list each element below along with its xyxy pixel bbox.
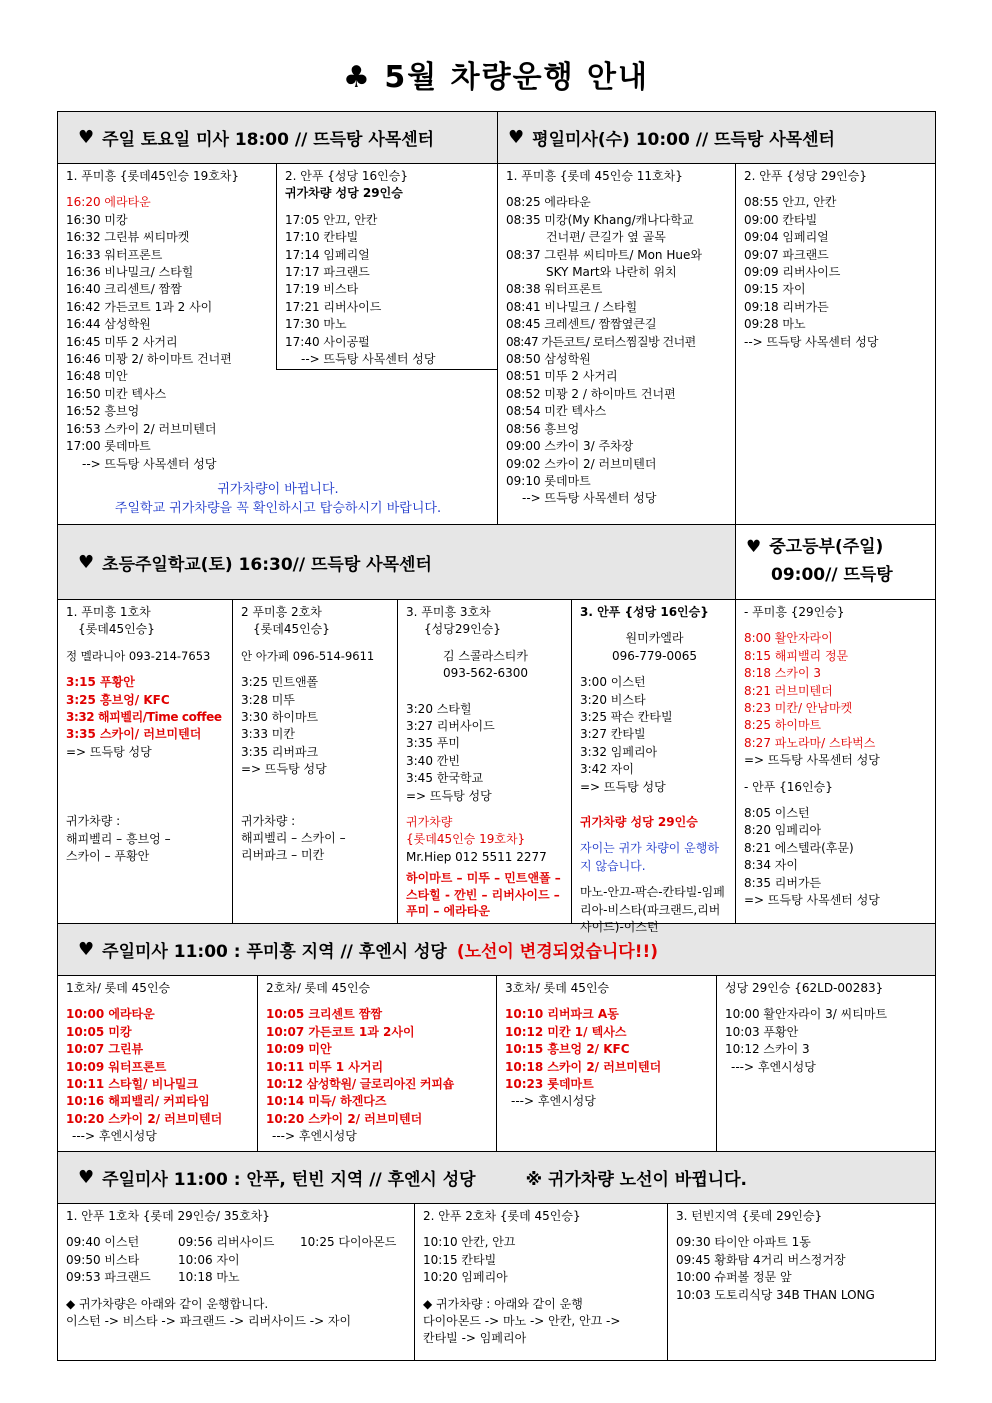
return-vehicle: 귀가차량 성당 29인승 [580, 815, 698, 830]
stop-item: 09:00 칸타빌 [744, 212, 818, 227]
stop-item: 08:45 크레센트/ 짬짬옆큰길 [506, 317, 657, 332]
route-subtitle: {롯데45인승} [78, 622, 155, 637]
page-title: ♣ 5월 차량운행 안내 [343, 60, 649, 95]
destination: => 뜨득탕 성당 [66, 744, 152, 759]
section-header: ♥ 초등주일학교(토) 16:30// 뜨득탕 사목센터 [58, 525, 736, 599]
stop-item: 10:07 가든코트 1과 2사이 [266, 1024, 415, 1039]
stop-item: 8:35 리버가든 [744, 875, 822, 890]
stop-item: 08:35 미캉(My Khang/캐나다학교 [506, 212, 694, 227]
route-block [58, 976, 258, 1151]
stop-item: 09:04 임페리얼 [744, 230, 829, 245]
stop-item: 8:18 스카이 3 [744, 666, 821, 681]
stop-item: 8:15 해피밸리 정문 [744, 648, 849, 663]
stop-item: 3:42 자이 [580, 762, 634, 777]
stop-item: 10:18 마노 [178, 1270, 240, 1285]
route-title: 3. 턴빈지역 {롯데 29인승} [676, 1209, 823, 1223]
stop-item: 08:37 그린뷰 씨티마트/ Mon Hue와 [506, 247, 702, 262]
stop-item: 10:00 에라타운 [66, 1007, 155, 1022]
stop-item: 09:18 리버가든 [744, 299, 829, 314]
stop-item: 10:00 활안자라이 3/ 씨티마트 [725, 1007, 888, 1022]
route-block [398, 600, 572, 923]
stop-item: 09:30 타이안 아파트 1동 [676, 1235, 811, 1250]
stop-item: 3:32 해피벨리/Time coffee [66, 710, 222, 725]
return-title: 귀가차량 : [241, 813, 296, 828]
stop-item: 10:20 스카이 2/ 러브미텐더 [66, 1111, 223, 1126]
stop-item: 10:12 삼성학원/ 글로리아진 커피숍 [266, 1077, 454, 1092]
stop-item: 10:09 워터프론트 [66, 1059, 167, 1074]
stop-item: 10:00 슈퍼볼 정문 앞 [676, 1270, 792, 1285]
stop-item: 10:05 미캉 [66, 1024, 132, 1039]
destination: ---> 후엔시성당 [511, 1094, 596, 1109]
stop-item: 16:32 그린뷰 씨티마켓 [66, 230, 190, 245]
section-header: ♥ 주일미사 11:00 : 안푸, 턴빈 지역 // 후엔시 성당 ※ 귀가차량 노선이 바뀝니다. [58, 1152, 935, 1204]
stop-item: 08:55 안끄, 안칸 [744, 195, 837, 210]
stop-item: 3:27 리버사이드 [406, 719, 495, 734]
contact: 093-562-6300 [442, 666, 528, 681]
return-route: 하이마트 – 미뚜 – 민트앤폴 –스타힐 - 깐빈 – 리버사이드 – 푸미 – 에라타운 [406, 871, 561, 919]
return-route: 스카이 – 푸황안 [66, 849, 150, 864]
destination: => 뜨득탕 성당 [580, 779, 666, 794]
heart-icon: ♥ [78, 1167, 95, 1188]
section-header: ♥ 주일 토요일 미사 18:00 // 뜨득탕 사목센터 [58, 112, 498, 163]
stop-item: 10:20 스카이 2/ 러브미텐더 [266, 1111, 423, 1126]
destination: => 뜨득탕 사목센터 성당 [744, 753, 880, 768]
destination: ---> 후엔시성당 [72, 1129, 157, 1144]
route-title: 2호차/ 롯데 45인승 [266, 981, 371, 995]
stop-item: 16:44 삼성학원 [66, 317, 151, 332]
stop-item: 3:45 한국학교 [406, 771, 484, 786]
route-title: - 안푸 {16인승} [744, 779, 833, 794]
stop-item: 3:25 흥브엉/ KFC [66, 692, 170, 707]
stop-item: 10:18 스카이 2/ 러브미텐더 [505, 1059, 662, 1074]
stop-item: 17:00 롯데마트 [66, 439, 151, 454]
stop-item: 17:30 마노 [285, 317, 347, 332]
heart-icon: ♥ [78, 127, 95, 148]
stop-item: 16:36 비나밀크/ 스타힐 [66, 265, 194, 280]
stop-item: 09:15 자이 [744, 282, 806, 297]
stop-item: 3:27 칸타빌 [580, 727, 646, 742]
stop-item: 3:35 스카이/ 러브미텐더 [66, 727, 202, 742]
stop-item: 16:40 크리센트/ 짬짬 [66, 282, 182, 297]
stop-item: 09:53 파크랜드 [66, 1270, 151, 1285]
stop-item: SKY Mart와 나란히 위치 [546, 265, 677, 280]
stop-item: 17:21 리버사이드 [285, 299, 382, 314]
stop-item: 16:33 워터프론트 [66, 247, 163, 262]
stop-item: 09:02 스카이 2/ 러브미텐더 [506, 456, 657, 471]
heart-icon: ♥ [78, 939, 95, 960]
stop-item: 3:30 하이마트 [241, 710, 319, 725]
route-title: 3. 안푸 {성당 16인승} [580, 605, 709, 619]
stop-item: 10:12 스카이 3 [725, 1042, 810, 1057]
stop-item: 8:25 하이마트 [744, 718, 822, 733]
route-title: 1. 푸미흥 {롯데 45인승 11호차} [506, 169, 683, 183]
stop-item: 10:10 리버파크 A동 [505, 1007, 619, 1022]
destination: --> 뜨득탕 사목센터 성당 [744, 334, 879, 349]
stop-item: 8:21 에스텔라(후문) [744, 840, 854, 855]
return-vehicle: {롯데45인승 19호차} [406, 832, 526, 847]
section-header: ♥ 주일미사 11:00 : 푸미흥 지역 // 후엔시 성당 (노선이 변경되었습니다!!) [58, 924, 935, 976]
route-block [58, 600, 233, 923]
return-title: 귀가차량 : [66, 814, 121, 829]
route-title: 2. 안푸 {성당 29인승} [744, 169, 867, 183]
destination: => 뜨득탕 성당 [241, 762, 327, 777]
section-weekend-mass [58, 112, 935, 525]
stop-item: 8:34 자이 [744, 858, 798, 873]
return-title: ◆ 귀가차량 : 아래와 같이 운행 [423, 1296, 583, 1311]
stop-item: 3:25 팍슨 칸타빌 [580, 710, 673, 725]
route-title: 2 푸미흥 2호차 [241, 605, 322, 619]
stop-item: 8:21 러브미텐더 [744, 683, 833, 698]
stop-item: 09:56 리버사이드 [178, 1235, 275, 1250]
stop-item: 16:50 미칸 텍사스 [66, 386, 167, 401]
route-block [258, 976, 497, 1151]
route-title: 1. 안푸 1호차 {롯데 29인승/ 35호차} [66, 1209, 270, 1223]
sunday-mass-phumyhung-routes [58, 976, 935, 1152]
notice-text: 주일학교 귀가차량을 꼭 확인하시고 탑승하시기 바랍니다. [114, 501, 442, 516]
stop-item: 16:46 미꽝 2/ 하이마트 건너편 [66, 352, 232, 367]
route-title: - 푸미흥 {29인승} [744, 605, 845, 619]
route-block [415, 1204, 668, 1360]
route-title: 3호차/ 롯데 45인승 [505, 981, 610, 995]
route-block [497, 976, 717, 1151]
route-block [736, 164, 935, 524]
stop-item: 17:10 칸타빌 [285, 230, 359, 245]
stop-item: 08:54 미칸 텍사스 [506, 404, 607, 419]
stop-item: 08:52 미꽝 2 / 하이마트 건너편 [506, 386, 676, 401]
stop-item: 17:19 비스타 [285, 282, 359, 297]
stop-item: 08:25 에라타운 [506, 195, 591, 210]
stop-item: 08:38 워터프론트 [506, 282, 603, 297]
stop-item: 16:48 미안 [66, 369, 128, 384]
contact: 원미카엘라 [625, 631, 684, 646]
stop-item: 10:25 다이아몬드 [300, 1235, 397, 1250]
route-title: 1. 푸미흥 1호차 [66, 605, 151, 619]
stop-item: 10:09 미안 [266, 1042, 332, 1057]
stop-item: 10:15 칸타빌 [423, 1252, 497, 1267]
return-route: 칸타빌 -> 임페리아 [423, 1331, 527, 1346]
route-block [58, 164, 498, 524]
route-block [233, 600, 398, 923]
stop-item: 3:28 미뚜 [241, 692, 295, 707]
route-title: 2. 안푸 2호차 {롯데 45인승} [423, 1209, 581, 1223]
stop-item: 3:35 리버파크 [241, 744, 319, 759]
destination: --> 뜨득탕 사목센터 성당 [301, 352, 436, 367]
notice-text: 귀가차량이 바뀝니다. [217, 482, 339, 497]
return-title: ◆ 귀가차량은 아래와 같이 운행합니다. [66, 1296, 269, 1311]
return-route: 해피벨리 – 흥브엉 – [66, 831, 171, 846]
sunday-mass-anphu-routes [58, 1204, 935, 1360]
stop-item: 08:56 흥브엉 [506, 421, 580, 436]
stop-item: 09:07 파크랜드 [744, 247, 829, 262]
stop-item: 건너편/ 큰길가 옆 골목 [546, 230, 666, 245]
return-vehicle: 귀가차량 성당 29인승 [285, 186, 403, 201]
stop-item: 10:14 미득/ 하겐다즈 [266, 1094, 387, 1109]
route-block [58, 1204, 415, 1360]
route-title: 성당 29인승 {62LD-00283} [725, 981, 884, 995]
heart-icon: ♥ [746, 537, 762, 557]
stop-item: 10:23 롯데마트 [505, 1077, 594, 1092]
stop-item: 8:00 활안자라이 [744, 631, 833, 646]
stop-item: 09:00 스카이 3/ 주차장 [506, 439, 634, 454]
stop-item: 10:07 그린뷰 [66, 1042, 144, 1057]
stop-item: 08:51 미뚜 2 사거리 [506, 369, 618, 384]
return-change-notice: ※ 귀가차량 노선이 바뀝니다. [525, 1170, 747, 1190]
section-header: ♥ 평일미사(수) 10:00 // 뜨득탕 사목센터 [498, 112, 935, 163]
stop-item: 09:45 황화탐 4거리 버스정거장 [676, 1252, 846, 1267]
destination: => 뜨득탕 사목센터 성당 [744, 893, 880, 908]
return-title: 귀가차량 [406, 815, 453, 830]
contact: Mr.Hiep 012 5511 2277 [406, 849, 547, 864]
stop-item: 10:20 임페리아 [423, 1270, 508, 1285]
section-header: ♥ 중고등부(주일) 09:00// 뜨득탕 [736, 525, 935, 599]
route-title: 1호차/ 롯데 45인승 [66, 981, 171, 995]
stop-item: 3:25 민트앤폴 [241, 675, 319, 690]
stop-item: 08:47 가든코트/ 로터스찜질방 건너편 [506, 334, 696, 349]
route-block [498, 164, 736, 524]
destination: ---> 후엔시성당 [272, 1129, 357, 1144]
stop-item: 09:09 리버사이드 [744, 265, 841, 280]
stop-item: 16:30 미캉 [66, 212, 128, 227]
stop-item: 08:41 비나밀크 / 스타힐 [506, 299, 638, 314]
stop-item: 09:50 비스타 [66, 1252, 140, 1267]
stop-item: 17:05 안끄, 안칸 [285, 212, 378, 227]
return-route: 해피벨리 – 스카이 – [241, 831, 346, 846]
return-route: 마노-안끄-팍슨-칸타빌-임페리아-비스타(파크랜드,리버사이드)-이스턴 [580, 885, 725, 935]
stop-item: 3:00 이스턴 [580, 675, 646, 690]
heart-icon: ♥ [508, 127, 525, 148]
route-subtitle: {성당29인승} [424, 622, 501, 637]
stop-item: 8:20 임페리아 [744, 823, 822, 838]
stop-item: 10:03 푸황안 [725, 1024, 799, 1039]
stop-item: 10:11 스타힐/ 비나밀크 [66, 1077, 199, 1092]
stop-item: 10:15 흥브엉 2/ KFC [505, 1042, 630, 1057]
stop-item: 16:45 미뚜 2 사거리 [66, 334, 178, 349]
stop-item: 09:40 이스턴 [66, 1235, 140, 1250]
stop-item: 3:33 미칸 [241, 727, 295, 742]
stop-item: 10:06 자이 [178, 1252, 240, 1267]
route-block [668, 1204, 935, 1360]
stop-item: 10:03 도토리식당 34B THAN LONG [676, 1287, 875, 1302]
stop-item: 3:20 스타힐 [406, 701, 472, 716]
stop-item: 17:14 임페리얼 [285, 247, 370, 262]
route-block [572, 600, 736, 935]
stop-item: 8:05 이스턴 [744, 806, 810, 821]
stop-item: 3:15 푸황안 [66, 675, 135, 690]
contact: 김 스콜라스티카 [443, 648, 528, 663]
route-subtitle: {롯데45인승} [253, 622, 330, 637]
notice-text: 자이는 귀가 차량이 운행하지 않습니다. [580, 841, 719, 873]
stop-item: 8:27 파노라마/ 스타벅스 [744, 735, 876, 750]
route-block [717, 976, 935, 1151]
heart-icon: ♥ [78, 551, 95, 573]
stop-item: 16:42 가든코트 1과 2 사이 [66, 299, 213, 314]
route-title: 3. 푸미흥 3호차 [406, 605, 491, 619]
route-title: 2. 안푸 {성당 16인승} [285, 169, 408, 183]
stop-item: 16:53 스카이 2/ 러브미텐더 [66, 421, 217, 436]
stop-item: 8:23 미칸/ 안남마켓 [744, 701, 853, 716]
return-route: 다이아몬드 -> 마노 -> 안칸, 안끄 -> [423, 1314, 621, 1329]
stop-item: 3:20 비스타 [580, 692, 646, 707]
destination: --> 뜨득탕 사목센터 성당 [522, 491, 657, 506]
return-route: 이스턴 -> 비스타 -> 파크랜드 -> 리버사이드 -> 자이 [66, 1314, 352, 1329]
sunday-school-routes [58, 600, 935, 935]
contact: 정 멜라니아 093-214-7653 [66, 648, 211, 663]
stop-item: 17:40 사이공펄 [285, 334, 370, 349]
contact: 096-779-0065 [611, 648, 697, 663]
contact: 안 아가페 096-514-9611 [241, 648, 375, 663]
destination: --> 뜨득탕 사목센터 성당 [82, 456, 217, 471]
schedule-table [57, 111, 936, 1361]
stop-item: 10:05 크리센트 짬짬 [266, 1007, 383, 1022]
stop-item: 3:35 푸미 [406, 736, 460, 751]
route-change-notice: (노선이 변경되었습니다!!) [456, 942, 658, 962]
destination: ---> 후엔시성당 [731, 1059, 816, 1074]
stop-item: 10:10 안칸, 안끄 [423, 1235, 516, 1250]
stop-item: 16:20 에라타운 [66, 195, 151, 210]
stop-item: 10:16 해피밸리/ 커피타임 [66, 1094, 210, 1109]
stop-item: 09:28 마노 [744, 317, 806, 332]
stop-item: 10:11 미뚜 1 사거리 [266, 1059, 384, 1074]
section-sunday-school [58, 525, 935, 600]
stop-item: 09:10 롯데마트 [506, 473, 591, 488]
destination: => 뜨득탕 성당 [406, 788, 492, 803]
stop-item: 10:12 미칸 1/ 텍사스 [505, 1024, 627, 1039]
stop-item: 08:50 삼성학원 [506, 352, 591, 367]
stop-item: 16:52 흥브엉 [66, 404, 140, 419]
route-title: 1. 푸미흥 {롯데45인승 19호차} [66, 169, 240, 183]
stop-item: 17:17 파크랜드 [285, 265, 370, 280]
return-route: 리버파크 – 미칸 [241, 848, 325, 863]
stop-item: 3:40 깐빈 [406, 753, 460, 768]
route-block [736, 600, 935, 923]
stop-item: 3:32 임페리아 [580, 744, 658, 759]
